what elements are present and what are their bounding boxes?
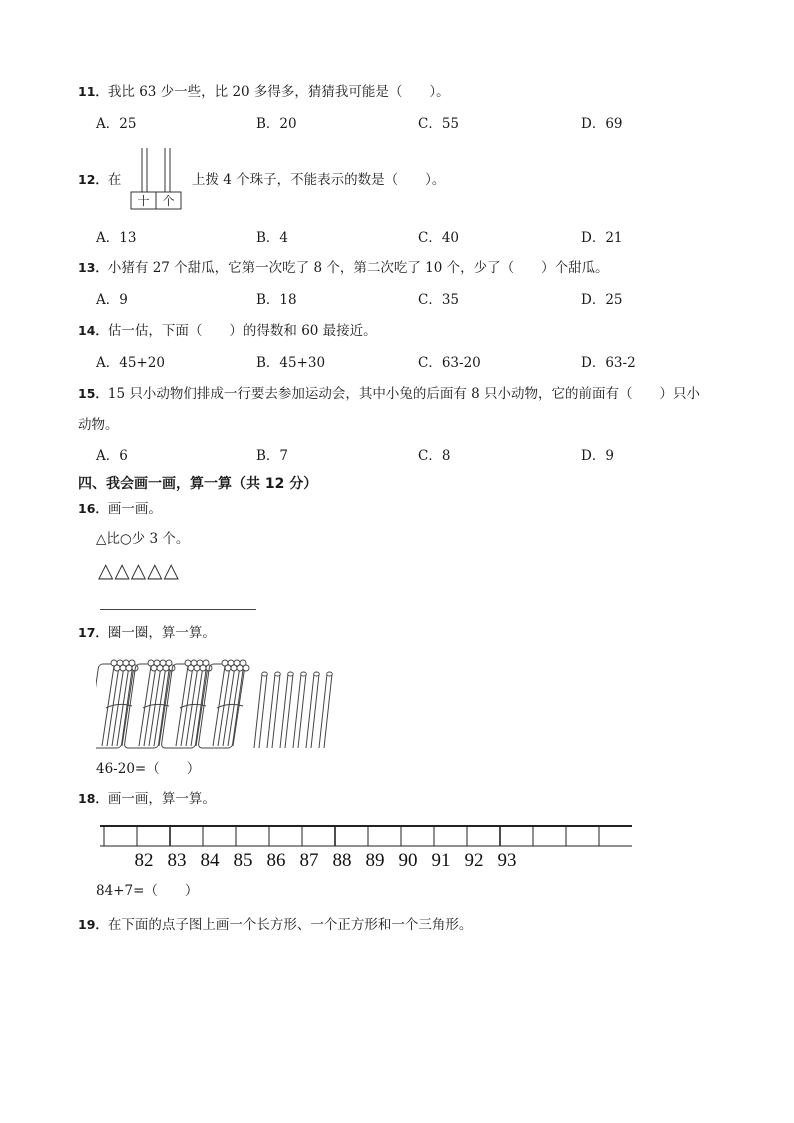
question-number: 12． bbox=[78, 172, 108, 187]
question-text: 画一画。 bbox=[107, 501, 162, 517]
question-text: 我比 63 少一些，比 20 多得多，猜猜我可能是（ ）。 bbox=[107, 84, 450, 100]
ruler-tick-label: 89 bbox=[365, 850, 385, 871]
ruler-tick-label: 93 bbox=[497, 850, 517, 871]
option-b[interactable]: B．4 bbox=[256, 230, 289, 246]
option-a[interactable]: A．13 bbox=[96, 230, 137, 246]
question-15 bbox=[78, 385, 700, 403]
option-d[interactable]: D．21 bbox=[581, 230, 623, 246]
option-d[interactable]: D．25 bbox=[581, 292, 623, 308]
question-number: 15． bbox=[78, 386, 108, 401]
question-text: 估一估，下面（ ）的得数和 60 最接近。 bbox=[107, 323, 377, 339]
section-heading: 四、我会画一画，算一算（共 12 分） bbox=[78, 476, 318, 492]
abacus-image bbox=[128, 148, 184, 210]
option-a[interactable]: A．6 bbox=[96, 448, 128, 464]
single-stick[interactable] bbox=[319, 672, 332, 748]
option-b[interactable]: B．7 bbox=[256, 448, 289, 464]
question-18-equation[interactable]: 84+7=（ ） bbox=[96, 883, 199, 899]
question-12-text: 上拨 4 个珠子，不能表示的数是（ ）。 bbox=[192, 172, 446, 188]
question-text-pre: 在 bbox=[107, 172, 122, 188]
ruler-tick-label: 92 bbox=[464, 850, 484, 871]
question-17 bbox=[78, 624, 216, 642]
question-16-prompt: △比○少 3 个。 bbox=[96, 531, 190, 547]
question-18 bbox=[78, 790, 216, 808]
question-number: 18． bbox=[78, 791, 108, 806]
ruler-tick-label: 85 bbox=[233, 850, 253, 871]
question-number: 11． bbox=[78, 84, 108, 99]
number-line-ruler bbox=[100, 824, 636, 876]
ruler-tick-label: 90 bbox=[398, 850, 418, 871]
option-b[interactable]: B．45+30 bbox=[256, 355, 326, 371]
ruler-tick-label: 84 bbox=[200, 850, 220, 871]
question-16 bbox=[78, 500, 162, 518]
ruler-tick-label: 88 bbox=[332, 850, 352, 871]
question-12 bbox=[78, 171, 121, 189]
question-number: 14． bbox=[78, 323, 108, 338]
abacus-ones-label: 个 bbox=[162, 194, 175, 208]
option-d[interactable]: D．9 bbox=[581, 448, 614, 464]
question-13 bbox=[78, 259, 609, 277]
counting-sticks-image bbox=[96, 656, 346, 756]
option-d[interactable]: D．63-2 bbox=[581, 355, 636, 371]
triangle-row: △△△△△ bbox=[98, 558, 180, 582]
question-number: 16． bbox=[78, 501, 108, 516]
option-a[interactable]: A．45+20 bbox=[96, 355, 165, 371]
question-text: 小猪有 27 个甜瓜，它第一次吃了 8 个，第二次吃了 10 个，少了（ ）个甜瓜。 bbox=[107, 260, 609, 276]
question-17-equation[interactable]: 46-20=（ ） bbox=[96, 761, 201, 777]
option-b[interactable]: B．18 bbox=[256, 292, 297, 308]
question-14 bbox=[78, 322, 377, 340]
single-stick[interactable] bbox=[267, 672, 280, 748]
question-number: 19． bbox=[78, 917, 108, 932]
option-c[interactable]: C．63-20 bbox=[418, 355, 481, 371]
question-text: 15 只小动物们排成一行要去参加运动会，其中小兔的后面有 8 只小动物，它的前面有（ ）只小 bbox=[107, 386, 701, 402]
question-number: 17． bbox=[78, 625, 108, 640]
ruler-tick-label: 86 bbox=[266, 850, 286, 871]
single-stick[interactable] bbox=[293, 672, 306, 748]
option-c[interactable]: C．8 bbox=[418, 448, 451, 464]
abacus-tens-label: 十 bbox=[137, 194, 150, 208]
ruler-tick-label: 82 bbox=[134, 850, 154, 871]
question-15-continued: 动物。 bbox=[78, 417, 119, 433]
question-11 bbox=[78, 83, 450, 101]
ruler-tick-label: 83 bbox=[167, 850, 187, 871]
single-stick[interactable] bbox=[306, 672, 319, 748]
ruler-tick-label: 87 bbox=[299, 850, 319, 871]
single-stick[interactable] bbox=[280, 672, 293, 748]
stick-bundle[interactable] bbox=[96, 660, 138, 748]
ruler-tick-label: 91 bbox=[431, 850, 451, 871]
drawing-answer-line[interactable] bbox=[100, 609, 256, 610]
question-text: 在下面的点子图上画一个长方形、一个正方形和一个三角形。 bbox=[107, 917, 473, 933]
option-c[interactable]: C．40 bbox=[418, 230, 460, 246]
option-c[interactable]: C．55 bbox=[418, 116, 460, 132]
option-c[interactable]: C．35 bbox=[418, 292, 460, 308]
option-a[interactable]: A．25 bbox=[96, 116, 137, 132]
option-d[interactable]: D．69 bbox=[581, 116, 623, 132]
single-stick[interactable] bbox=[254, 672, 267, 748]
option-b[interactable]: B．20 bbox=[256, 116, 297, 132]
question-text: 圈一圈，算一算。 bbox=[107, 625, 216, 641]
question-19 bbox=[78, 916, 472, 934]
question-number: 13． bbox=[78, 260, 108, 275]
option-a[interactable]: A．9 bbox=[96, 292, 128, 308]
question-text: 画一画，算一算。 bbox=[107, 791, 216, 807]
